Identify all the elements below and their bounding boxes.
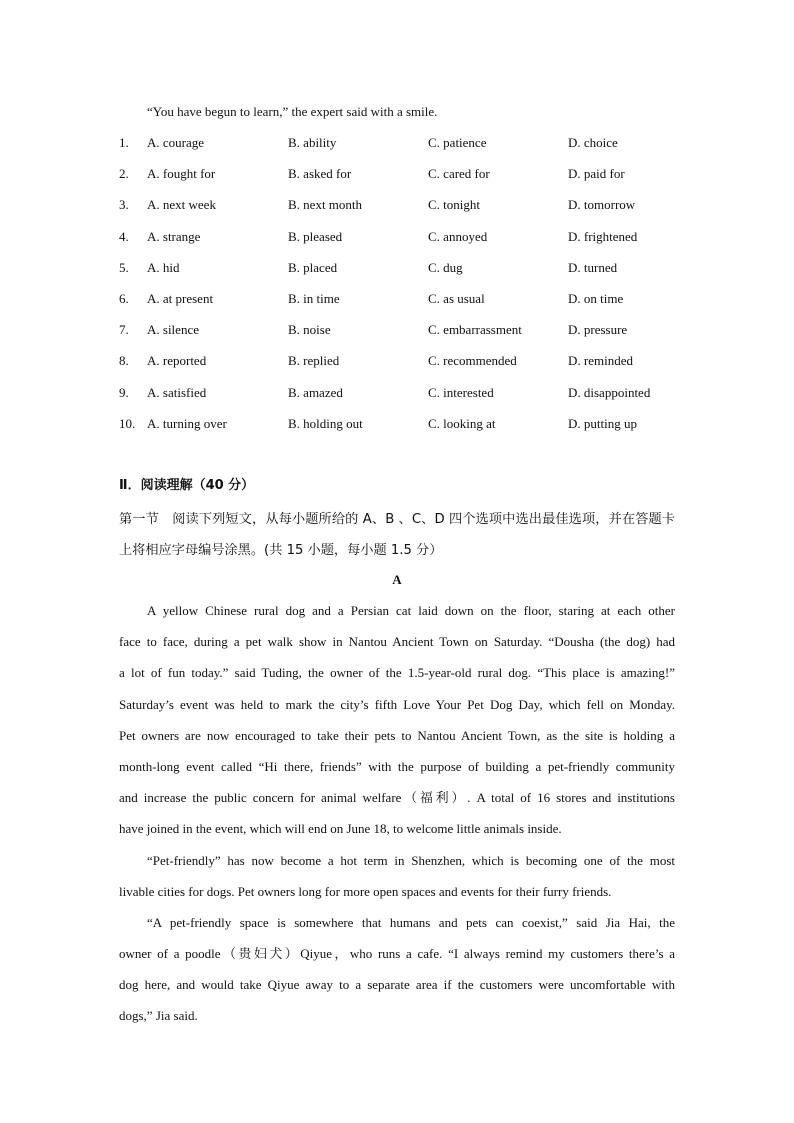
question-number: 8. [119, 353, 129, 369]
option-c: C. annoyed [428, 228, 488, 244]
option-d: D. disappointed [568, 384, 651, 400]
question-number: 2. [119, 166, 129, 182]
passage-line: face to face, during a pet walk show in Nantou Ancient Town on Saturday. “Dousha (the dog) had [119, 634, 675, 650]
question-row [119, 195, 679, 226]
option-a: A. at present [147, 290, 214, 306]
option-d: D. paid for [568, 166, 625, 182]
option-b: B. ability [288, 135, 337, 150]
option-b: B. placed [288, 259, 338, 275]
question-row [119, 133, 679, 164]
option-b: B. pleased [288, 228, 343, 244]
option-c: C. as usual [428, 290, 485, 306]
option-d: D. frightened [568, 228, 638, 244]
option-b: B. asked for [288, 166, 352, 182]
option-c: C. tonight [428, 197, 481, 213]
question-number: 9. [119, 384, 129, 400]
passage-line: owner of a poodle（贵妇犬）Qiyue，who runs a cafe. “I always remind my customers there’s a [119, 946, 675, 962]
question-row [119, 289, 679, 320]
passage-line: Pet owners are now encouraged to take their pets to Nantou Ancient Town, as the site is holding a [119, 727, 675, 743]
option-b: B. amazed [288, 384, 343, 400]
passage-line: “Pet-friendly” has now become a hot term in Shenzhen, which is becoming one of the most [147, 852, 675, 868]
question-number: 5. [119, 259, 129, 275]
option-a: A. reported [147, 353, 207, 369]
passage-line: dogs,” Jia said. [119, 1008, 198, 1024]
option-a: A. courage [147, 135, 205, 150]
option-a: A. silence [147, 322, 199, 338]
options-list [119, 133, 679, 445]
passage-label: A [392, 572, 402, 587]
option-a: A. turning over [147, 415, 227, 431]
option-b: B. in time [288, 290, 340, 306]
question-row [119, 164, 679, 195]
option-c: C. looking at [428, 415, 496, 431]
instructions [119, 504, 675, 566]
question-number: 6. [119, 290, 129, 306]
option-d: D. turned [568, 259, 618, 275]
option-d: D. putting up [568, 415, 637, 431]
question-row [119, 383, 679, 414]
option-c: C. cared for [428, 166, 490, 182]
passage-line: “A pet-friendly space is somewhere that humans and pets can coexist,” said Jia Hai, the [147, 914, 675, 930]
question-number: 1. [119, 135, 129, 150]
option-a: A. hid [147, 259, 180, 275]
question-number: 10. [119, 415, 136, 431]
option-c: C. interested [428, 384, 494, 400]
option-d: D. choice [568, 135, 618, 150]
option-b: B. next month [288, 197, 363, 213]
option-b: B. replied [288, 353, 340, 369]
question-number: 4. [119, 228, 129, 244]
option-c: C. recommended [428, 353, 517, 369]
section-title: Ⅱ．阅读理解（40 分） [119, 478, 255, 493]
passage-line: dog here, and would take Qiyue away to a separate area if the customers were uncomfortable with [119, 977, 675, 993]
option-d: D. reminded [568, 353, 633, 369]
question-row [119, 320, 679, 351]
question-row [119, 227, 679, 258]
option-d: D. pressure [568, 322, 628, 338]
passage-line: month-long event called “Hi there, friends” with the purpose of building a pet-friendly community [119, 758, 675, 774]
question-row [119, 414, 679, 445]
question-number: 7. [119, 322, 129, 338]
intro-line: “You have begun to learn,” the expert said with a smile. [147, 104, 438, 119]
option-d: D. on time [568, 290, 624, 306]
passage-line: Saturday’s event was held to mark the city’s fifth Love Your Pet Dog Day, which fell on Monday. [119, 696, 675, 712]
passage-line: livable cities for dogs. Pet owners long for more open spaces and events for their furry friends. [119, 883, 612, 899]
question-number: 3. [119, 197, 129, 213]
question-row [119, 258, 679, 289]
option-b: B. holding out [288, 415, 363, 431]
question-row [119, 351, 679, 382]
option-c: C. embarrassment [428, 322, 522, 338]
option-a: A. next week [147, 197, 216, 213]
passage [119, 601, 675, 1038]
option-b: B. noise [288, 322, 331, 338]
option-a: A. fought for [147, 166, 216, 182]
passage-line: and increase the public concern for animal welfare（福利）. A total of 16 stores and institutions [119, 790, 675, 806]
passage-line: A yellow Chinese rural dog and a Persian cat laid down on the floor, staring at each other [147, 603, 675, 618]
instructions-text: 第一节 阅读下列短文，从每小题所给的 A、B 、C、D 四个选项中选出最佳选项，并在答题卡上将相应字母编号涂黑。(共 15 小题，每小题 1.5 分） [119, 512, 675, 558]
option-a: A. satisfied [147, 384, 207, 400]
option-a: A. strange [147, 228, 201, 244]
passage-line: have joined in the event, which will end on June 18, to welcome little animals inside. [119, 821, 562, 837]
option-c: C. patience [428, 135, 487, 150]
option-d: D. tomorrow [568, 197, 636, 213]
passage-line: a lot of fun today.” said Tuding, the owner of the 1.5-year-old rural dog. “This place is amazing!” [119, 665, 675, 681]
option-c: C. dug [428, 259, 463, 275]
